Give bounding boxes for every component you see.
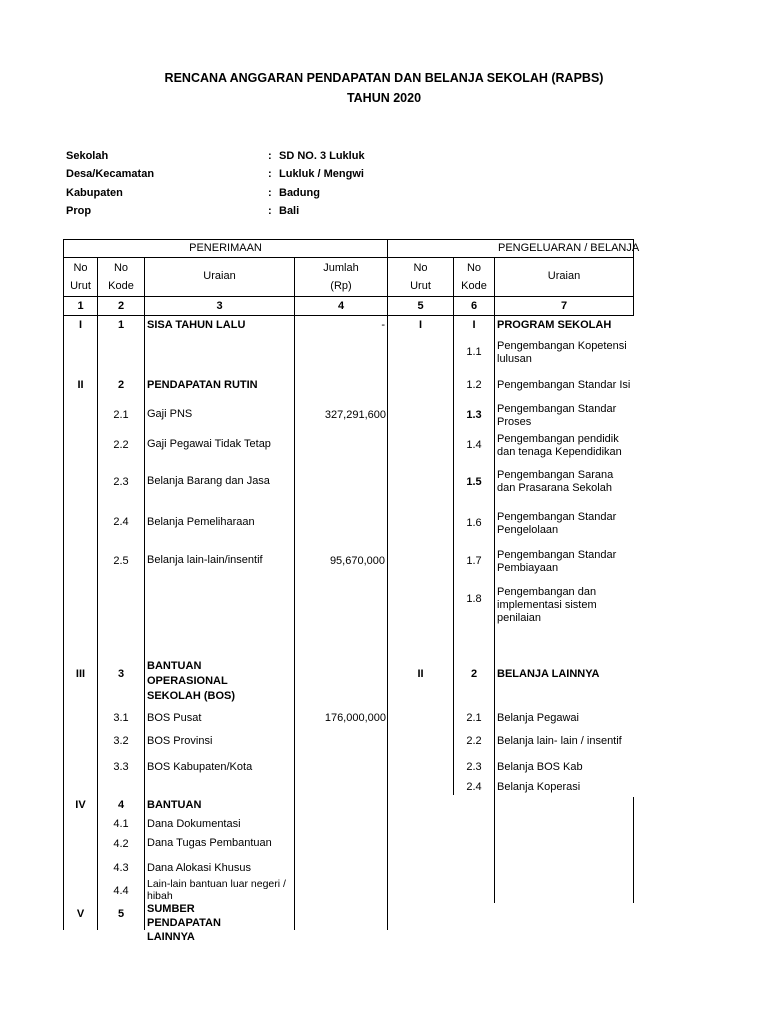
row-jumlah: - (381, 319, 385, 331)
row-kode: 2 (117, 379, 125, 391)
header-no-urut-no: No (73, 262, 88, 274)
info-colon: : (268, 205, 272, 217)
column-number: 6 (470, 300, 478, 312)
row-kode: 2.1 (466, 712, 482, 724)
header-no-kode-no: No (466, 262, 482, 274)
row-uraian: Pengembangan Standar Pembiayaan (497, 549, 617, 574)
row-kode: 3 (117, 668, 125, 680)
column-number: 7 (560, 300, 568, 312)
info-label-sekolah: Sekolah (66, 150, 109, 162)
row-uraian: Pengembangan Standar Proses (497, 403, 617, 428)
row-uraian: Pengembangan dan implementasi sistem penilaian (497, 586, 597, 624)
row-jumlah: 176,000,000 (324, 712, 386, 724)
row-kode: 1.8 (466, 593, 482, 605)
row-uraian: Pengembangan pendidik dan tenaga Kependidikan (497, 433, 622, 458)
row-kode: 1.4 (466, 439, 482, 451)
row-urut: IV (75, 799, 86, 811)
row-uraian: Gaji Pegawai Tidak Tetap (147, 438, 271, 450)
column-number: 3 (216, 300, 223, 312)
info-colon: : (268, 168, 272, 180)
row-uraian: Pengembangan Sarana dan Prasarana Sekolah (497, 469, 614, 494)
row-uraian: Belanja Koperasi (497, 781, 581, 793)
header-no-kode-kode: Kode (461, 280, 487, 292)
info-label-prop: Prop (66, 205, 92, 217)
row-jumlah: 327,291,600 (324, 409, 386, 421)
column-number: 5 (417, 300, 424, 312)
penerimaan-header: PENERIMAAN (189, 242, 262, 254)
row-kode: 2.5 (113, 555, 129, 567)
row-uraian: BANTUAN OPERASIONAL SEKOLAH (BOS) (147, 660, 235, 702)
header-uraian: Uraian (203, 270, 236, 282)
row-kode: I (472, 319, 476, 331)
document-title: RENCANA ANGGARAN PENDAPATAN DAN BELANJA SEKOLAH (RAPBS) (164, 71, 604, 85)
row-kode: 1 (117, 319, 125, 331)
pengeluaran-header: PENGELUARAN / BELANJA (498, 242, 640, 254)
row-kode: 2.2 (466, 735, 482, 747)
row-uraian: PENDAPATAN RUTIN (147, 379, 258, 391)
info-colon: : (268, 187, 272, 199)
header-no-kode-no: No (113, 262, 129, 274)
row-urut: II (77, 379, 84, 391)
row-uraian: Dana Dokumentasi (147, 818, 241, 830)
row-kode: 1.2 (466, 379, 482, 391)
row-uraian: Belanja BOS Kab (497, 761, 583, 773)
row-urut: I (78, 319, 83, 331)
row-kode: 1.3 (466, 409, 482, 421)
row-uraian: Belanja Pegawai (497, 712, 579, 724)
row-uraian: Belanja Barang dan Jasa (147, 475, 270, 487)
info-value-desa: Lukluk / Mengwi (279, 168, 364, 180)
info-value-kabupaten: Badung (279, 187, 320, 199)
column-number: 1 (77, 300, 84, 312)
document-year: TAHUN 2020 (346, 91, 422, 105)
header-jumlah: Jumlah (323, 262, 359, 274)
row-urut: III (75, 668, 86, 680)
row-uraian: BELANJA LAINNYA (497, 668, 600, 680)
row-kode: 1.1 (466, 346, 482, 358)
row-kode: 1.6 (466, 517, 482, 529)
row-kode: 2.3 (113, 476, 129, 488)
row-kode: 1.5 (466, 476, 482, 488)
row-uraian: BANTUAN (147, 799, 202, 811)
row-kode: 1.7 (466, 555, 482, 567)
row-kode: 2.4 (113, 516, 129, 528)
row-uraian: BOS Pusat (147, 712, 202, 724)
row-uraian: BOS Kabupaten/Kota (147, 761, 253, 773)
row-kode: 2.2 (113, 439, 129, 451)
row-kode: 2.3 (466, 761, 482, 773)
row-kode: 4.2 (113, 838, 129, 850)
info-value-sekolah: SD NO. 3 Lukluk (279, 150, 365, 162)
row-kode: 3.2 (113, 735, 129, 747)
row-uraian: Dana Tugas Pembantuan (147, 837, 272, 849)
row-uraian: Belanja lain- lain / insentif (497, 735, 622, 747)
row-uraian: BOS Provinsi (147, 735, 213, 747)
row-kode: 4.3 (113, 862, 129, 874)
info-value-prop: Bali (279, 205, 300, 217)
row-uraian: Lain-lain bantuan luar negeri / hibah (147, 878, 286, 902)
header-uraian: Uraian (547, 270, 581, 282)
row-kode: 4.4 (113, 885, 129, 897)
row-urut: II (417, 668, 424, 680)
header-no-kode-kode: Kode (108, 280, 134, 292)
row-uraian: SISA TAHUN LALU (147, 319, 246, 331)
row-uraian: Pengembangan Kopetensi lulusan (497, 340, 627, 365)
row-urut: I (418, 319, 423, 331)
header-no-urut-urut: Urut (70, 280, 91, 292)
row-kode: 3.1 (113, 712, 129, 724)
column-number: 4 (337, 300, 345, 312)
header-no-urut-no: No (413, 262, 428, 274)
row-uraian: Belanja Pemeliharaan (147, 516, 255, 528)
row-kode: 3.3 (113, 761, 129, 773)
row-uraian: Gaji PNS (147, 408, 193, 420)
row-kode: 2.4 (466, 781, 482, 793)
row-uraian: SUMBER PENDAPATAN LAINNYA (147, 903, 221, 943)
row-jumlah: 95,670,000 (329, 555, 385, 567)
info-colon: : (268, 150, 272, 162)
row-uraian: Dana Alokasi Khusus (147, 862, 251, 874)
row-uraian: PROGRAM SEKOLAH (497, 319, 612, 331)
row-kode: 2 (470, 668, 478, 680)
row-urut: V (76, 908, 85, 920)
header-rp: (Rp) (330, 280, 352, 292)
row-kode: 2.1 (113, 409, 129, 421)
info-label-desa: Desa/Kecamatan (66, 168, 155, 180)
info-label-kabupaten: Kabupaten (66, 187, 123, 199)
row-uraian: Pengembangan Standar Pengelolaan (497, 511, 617, 536)
row-kode: 5 (117, 908, 125, 920)
column-number: 2 (117, 300, 125, 312)
row-uraian: Pengembangan Standar Isi (497, 379, 631, 391)
header-no-urut-urut: Urut (410, 280, 431, 292)
row-uraian: Belanja lain-lain/insentif (147, 554, 263, 566)
row-kode: 4.1 (113, 818, 129, 830)
row-kode: 4 (117, 799, 125, 811)
